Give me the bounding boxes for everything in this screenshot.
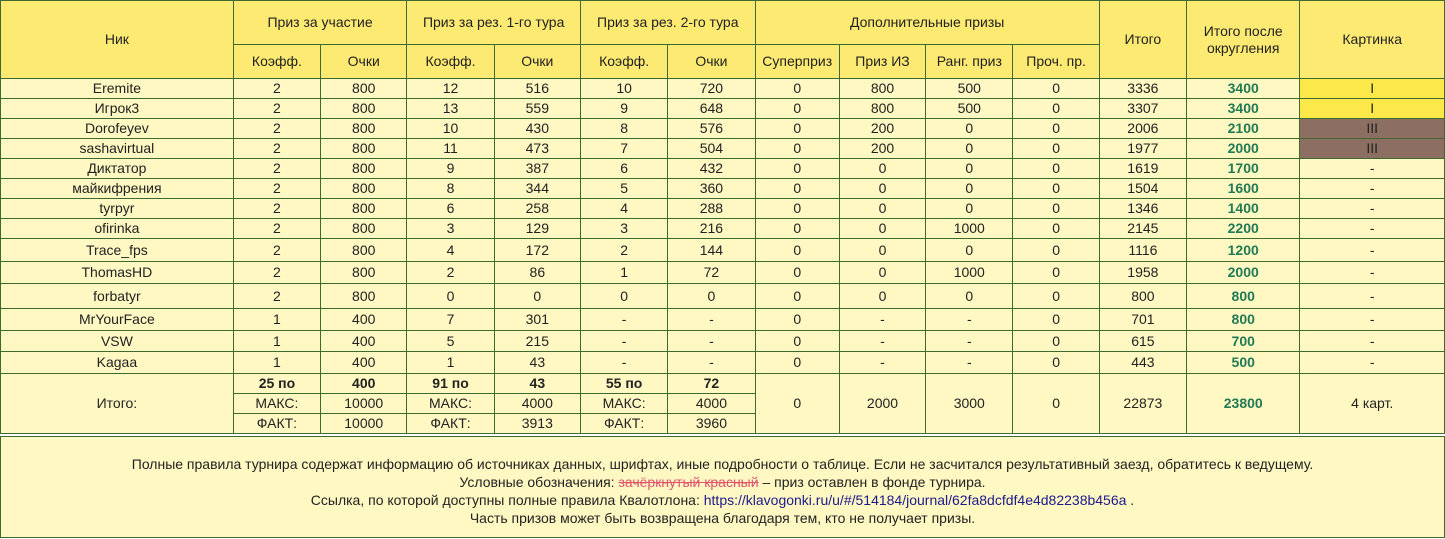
total-rounded: 700 xyxy=(1187,331,1300,352)
superprize: 0 xyxy=(755,219,839,239)
round2-coef: - xyxy=(580,331,667,352)
round1-points: 86 xyxy=(494,262,580,284)
totals-round1-max: 4000 xyxy=(494,394,580,414)
header-coef: Коэфф. xyxy=(580,45,667,79)
totals-max-label: МАКС: xyxy=(233,394,320,414)
header-picture: Картинка xyxy=(1300,1,1445,79)
round2-points: 504 xyxy=(668,139,755,159)
participation-coef: 2 xyxy=(233,284,320,309)
superprize: 0 xyxy=(755,309,839,331)
table-row xyxy=(1,239,1445,262)
prize-iz: 0 xyxy=(839,284,925,309)
participation-coef: 2 xyxy=(233,79,320,99)
other-prize: 0 xyxy=(1013,309,1099,331)
round1-points: 129 xyxy=(494,219,580,239)
totals-rank: 3000 xyxy=(926,374,1013,434)
picture: - xyxy=(1300,199,1445,219)
legend-strike-sample: зачёркнутый красный xyxy=(618,474,759,490)
totals-participation-fact: 10000 xyxy=(321,414,407,434)
total-rounded: 1700 xyxy=(1187,159,1300,179)
rank-prize: - xyxy=(926,331,1013,352)
round1-coef: 3 xyxy=(407,219,494,239)
player-nick: sashavirtual xyxy=(1,139,234,159)
header-coef: Коэфф. xyxy=(407,45,494,79)
total-rounded: 1200 xyxy=(1187,239,1300,262)
picture: III xyxy=(1300,119,1445,139)
participation-points: 800 xyxy=(321,199,407,219)
footer-link-line xyxy=(1,491,1444,509)
table-row xyxy=(1,262,1445,284)
total-rounded: 2000 xyxy=(1187,262,1300,284)
superprize: 0 xyxy=(755,139,839,159)
round1-points: 473 xyxy=(494,139,580,159)
prize-iz: 0 xyxy=(839,199,925,219)
footer-legend xyxy=(1,473,1444,491)
prize-iz: - xyxy=(839,309,925,331)
header-participation: Приз за участие xyxy=(233,1,407,45)
prize-iz: 0 xyxy=(839,159,925,179)
total-rounded: 3400 xyxy=(1187,79,1300,99)
legend-prefix: Условные обозначения: xyxy=(459,474,619,490)
superprize: 0 xyxy=(755,99,839,119)
total-rounded: 800 xyxy=(1187,284,1300,309)
participation-points: 800 xyxy=(321,284,407,309)
player-nick: VSW xyxy=(1,331,234,352)
superprize: 0 xyxy=(755,179,839,199)
picture: - xyxy=(1300,352,1445,374)
total: 615 xyxy=(1099,331,1186,352)
other-prize: 0 xyxy=(1013,179,1099,199)
participation-points: 800 xyxy=(321,99,407,119)
rank-prize: 0 xyxy=(926,284,1013,309)
picture: - xyxy=(1300,309,1445,331)
total: 1504 xyxy=(1099,179,1186,199)
totals-other: 0 xyxy=(1013,374,1099,434)
superprize: 0 xyxy=(755,159,839,179)
round1-coef: 12 xyxy=(407,79,494,99)
round2-coef: 9 xyxy=(580,99,667,119)
player-nick: forbatyr xyxy=(1,284,234,309)
total-rounded: 3400 xyxy=(1187,99,1300,119)
round2-points: 648 xyxy=(668,99,755,119)
rank-prize: - xyxy=(926,352,1013,374)
round2-coef: 8 xyxy=(580,119,667,139)
table-row xyxy=(1,219,1445,239)
participation-coef: 2 xyxy=(233,159,320,179)
total: 1958 xyxy=(1099,262,1186,284)
round1-points: 516 xyxy=(494,79,580,99)
superprize: 0 xyxy=(755,331,839,352)
superprize: 0 xyxy=(755,262,839,284)
totals-participation-max: 10000 xyxy=(321,394,407,414)
total: 1977 xyxy=(1099,139,1186,159)
round2-coef: 5 xyxy=(580,179,667,199)
round2-coef: 7 xyxy=(580,139,667,159)
participation-points: 800 xyxy=(321,159,407,179)
prize-iz: 800 xyxy=(839,99,925,119)
rank-prize: 0 xyxy=(926,119,1013,139)
totals-max-label: МАКС: xyxy=(407,394,494,414)
table-row xyxy=(1,199,1445,219)
round1-points: 559 xyxy=(494,99,580,119)
participation-points: 800 xyxy=(321,79,407,99)
round2-coef: 10 xyxy=(580,79,667,99)
superprize: 0 xyxy=(755,79,839,99)
totals-super: 0 xyxy=(755,374,839,434)
header-points: Очки xyxy=(494,45,580,79)
round2-coef: 6 xyxy=(580,159,667,179)
participation-coef: 2 xyxy=(233,262,320,284)
round1-points: 0 xyxy=(494,284,580,309)
round2-coef: 1 xyxy=(580,262,667,284)
header-round2: Приз за рез. 2-го тура xyxy=(580,1,755,45)
round2-points: 576 xyxy=(668,119,755,139)
prize-iz: - xyxy=(839,331,925,352)
total: 1619 xyxy=(1099,159,1186,179)
player-nick: Диктатор xyxy=(1,159,234,179)
round2-points: - xyxy=(668,309,755,331)
round2-coef: 2 xyxy=(580,239,667,262)
round2-coef: - xyxy=(580,309,667,331)
rank-prize: 0 xyxy=(926,239,1013,262)
table-row xyxy=(1,352,1445,374)
round1-coef: 6 xyxy=(407,199,494,219)
superprize: 0 xyxy=(755,239,839,262)
totals-round2-per-value: 72 xyxy=(668,374,755,394)
table-row xyxy=(1,179,1445,199)
total-rounded: 1400 xyxy=(1187,199,1300,219)
round2-points: - xyxy=(668,331,755,352)
totals-round1-per-value: 43 xyxy=(494,374,580,394)
table-row xyxy=(1,139,1445,159)
totals-fact-label: ФАКТ: xyxy=(407,414,494,434)
totals-block xyxy=(1,374,1445,434)
participation-coef: 1 xyxy=(233,352,320,374)
participation-points: 800 xyxy=(321,262,407,284)
totals-round2-per: 55 по xyxy=(580,374,667,394)
header-super: Суперприз xyxy=(755,45,839,79)
other-prize: 0 xyxy=(1013,159,1099,179)
participation-points: 400 xyxy=(321,309,407,331)
round1-points: 344 xyxy=(494,179,580,199)
totals-fact-label: ФАКТ: xyxy=(580,414,667,434)
prize-iz: 200 xyxy=(839,119,925,139)
totals-iz: 2000 xyxy=(839,374,925,434)
header-rank: Ранг. приз xyxy=(926,45,1013,79)
prize-iz: - xyxy=(839,352,925,374)
rank-prize: 0 xyxy=(926,159,1013,179)
table-row xyxy=(1,159,1445,179)
player-nick: Trace_fps xyxy=(1,239,234,262)
round1-points: 43 xyxy=(494,352,580,374)
round1-points: 258 xyxy=(494,199,580,219)
participation-coef: 2 xyxy=(233,99,320,119)
footer-rules-note: Полные правила турнира содержат информацию об источниках данных, шрифтах, иные подробности о таблице. Если не засчитался результативный заезд, обратитесь к ведущему. xyxy=(131,456,1314,472)
prize-iz: 0 xyxy=(839,179,925,199)
round2-points: 720 xyxy=(668,79,755,99)
player-nick: Игрок3 xyxy=(1,99,234,119)
picture: III xyxy=(1300,139,1445,159)
other-prize: 0 xyxy=(1013,239,1099,262)
participation-coef: 2 xyxy=(233,119,320,139)
legend-suffix: – приз оставлен в фонде турнира. xyxy=(758,474,986,490)
picture: - xyxy=(1300,159,1445,179)
header-round1: Приз за рез. 1-го тура xyxy=(407,1,581,45)
player-group-main xyxy=(1,79,1445,309)
other-prize: 0 xyxy=(1013,139,1099,159)
other-prize: 0 xyxy=(1013,284,1099,309)
round2-points: - xyxy=(668,352,755,374)
table-row xyxy=(1,331,1445,352)
total: 1116 xyxy=(1099,239,1186,262)
rank-prize: 1000 xyxy=(926,219,1013,239)
total: 701 xyxy=(1099,309,1186,331)
total-rounded: 800 xyxy=(1187,309,1300,331)
participation-points: 800 xyxy=(321,179,407,199)
picture: - xyxy=(1300,219,1445,239)
participation-coef: 1 xyxy=(233,309,320,331)
picture: I xyxy=(1300,99,1445,119)
link-prefix: Ссылка, по которой доступны полные правила Квалотлона: xyxy=(310,492,704,508)
round1-coef: 2 xyxy=(407,262,494,284)
round2-points: 72 xyxy=(668,262,755,284)
totals-participation-per-value: 400 xyxy=(321,374,407,394)
totals-total: 22873 xyxy=(1099,374,1186,434)
total: 1346 xyxy=(1099,199,1186,219)
total-rounded: 1600 xyxy=(1187,179,1300,199)
player-nick: Eremite xyxy=(1,79,234,99)
totals-fact-label: ФАКТ: xyxy=(233,414,320,434)
player-nick: tyrpyr xyxy=(1,199,234,219)
total-rounded: 2200 xyxy=(1187,219,1300,239)
other-prize: 0 xyxy=(1013,352,1099,374)
round1-coef: 1 xyxy=(407,352,494,374)
round1-coef: 13 xyxy=(407,99,494,119)
picture: I xyxy=(1300,79,1445,99)
round1-coef: 4 xyxy=(407,239,494,262)
rank-prize: 0 xyxy=(926,199,1013,219)
round1-coef: 11 xyxy=(407,139,494,159)
participation-points: 800 xyxy=(321,239,407,262)
rank-prize: 0 xyxy=(926,139,1013,159)
round1-points: 215 xyxy=(494,331,580,352)
total: 3307 xyxy=(1099,99,1186,119)
table-row xyxy=(1,309,1445,331)
round1-coef: 10 xyxy=(407,119,494,139)
rules-link[interactable]: https://klavogonki.ru/u/#/514184/journal/62fa8dcfdf4e4d82238b456a xyxy=(703,492,1127,508)
total-rounded: 500 xyxy=(1187,352,1300,374)
totals-round1-fact: 3913 xyxy=(494,414,580,434)
round1-points: 301 xyxy=(494,309,580,331)
round1-coef: 9 xyxy=(407,159,494,179)
total: 2145 xyxy=(1099,219,1186,239)
total: 3336 xyxy=(1099,79,1186,99)
total: 800 xyxy=(1099,284,1186,309)
prize-iz: 200 xyxy=(839,139,925,159)
player-nick: ofirinka xyxy=(1,219,234,239)
total-rounded: 2000 xyxy=(1187,139,1300,159)
totals-round2-fact: 3960 xyxy=(668,414,755,434)
totals-picture: 4 карт. xyxy=(1300,374,1445,434)
round2-coef: 4 xyxy=(580,199,667,219)
round1-points: 172 xyxy=(494,239,580,262)
footer-notes xyxy=(0,436,1445,538)
header-iz: Приз ИЗ xyxy=(839,45,925,79)
superprize: 0 xyxy=(755,352,839,374)
round2-points: 144 xyxy=(668,239,755,262)
table-row xyxy=(1,99,1445,119)
totals-label: Итого: xyxy=(1,374,234,434)
round1-coef: 8 xyxy=(407,179,494,199)
rank-prize: 500 xyxy=(926,79,1013,99)
other-prize: 0 xyxy=(1013,99,1099,119)
header-coef: Коэфф. xyxy=(233,45,320,79)
total-rounded: 2100 xyxy=(1187,119,1300,139)
header-other: Проч. пр. xyxy=(1013,45,1099,79)
rank-prize: 0 xyxy=(926,179,1013,199)
player-nick: MrYourFace xyxy=(1,309,234,331)
table-row xyxy=(1,119,1445,139)
round2-points: 216 xyxy=(668,219,755,239)
round2-coef: 3 xyxy=(580,219,667,239)
superprize: 0 xyxy=(755,119,839,139)
picture: - xyxy=(1300,262,1445,284)
header-total: Итого xyxy=(1099,1,1186,79)
link-suffix: . xyxy=(1126,492,1135,508)
header-points: Очки xyxy=(668,45,755,79)
footer-return-note: Часть призов может быть возвращена благодаря тем, кто не получает призы. xyxy=(469,510,976,526)
participation-coef: 2 xyxy=(233,219,320,239)
participation-points: 800 xyxy=(321,139,407,159)
other-prize: 0 xyxy=(1013,119,1099,139)
round2-points: 360 xyxy=(668,179,755,199)
superprize: 0 xyxy=(755,199,839,219)
participation-points: 800 xyxy=(321,219,407,239)
round2-points: 432 xyxy=(668,159,755,179)
participation-coef: 1 xyxy=(233,331,320,352)
prize-iz: 800 xyxy=(839,79,925,99)
picture: - xyxy=(1300,179,1445,199)
table-row xyxy=(1,284,1445,309)
header-total-rounded: Итого после округления xyxy=(1187,1,1300,79)
other-prize: 0 xyxy=(1013,331,1099,352)
participation-coef: 2 xyxy=(233,199,320,219)
total: 443 xyxy=(1099,352,1186,374)
totals-round2-max: 4000 xyxy=(668,394,755,414)
player-nick: майкифрения xyxy=(1,179,234,199)
prize-iz: 0 xyxy=(839,219,925,239)
participation-points: 400 xyxy=(321,352,407,374)
participation-coef: 2 xyxy=(233,139,320,159)
player-nick: Dorofeyev xyxy=(1,119,234,139)
header-nick: Ник xyxy=(1,1,234,79)
player-nick: ThomasHD xyxy=(1,262,234,284)
totals-max-label: МАКС: xyxy=(580,394,667,414)
participation-coef: 2 xyxy=(233,179,320,199)
round1-coef: 0 xyxy=(407,284,494,309)
round2-coef: 0 xyxy=(580,284,667,309)
total: 2006 xyxy=(1099,119,1186,139)
prize-iz: 0 xyxy=(839,239,925,262)
participation-coef: 2 xyxy=(233,239,320,262)
picture: - xyxy=(1300,284,1445,309)
header-points: Очки xyxy=(321,45,407,79)
other-prize: 0 xyxy=(1013,79,1099,99)
picture: - xyxy=(1300,239,1445,262)
round1-coef: 7 xyxy=(407,309,494,331)
prize-iz: 0 xyxy=(839,262,925,284)
totals-rounded: 23800 xyxy=(1187,374,1300,434)
player-group-secondary xyxy=(1,309,1445,374)
header-extra: Дополнительные призы xyxy=(755,1,1099,45)
round2-points: 288 xyxy=(668,199,755,219)
participation-points: 400 xyxy=(321,331,407,352)
round1-coef: 5 xyxy=(407,331,494,352)
table-row xyxy=(1,79,1445,99)
participation-points: 800 xyxy=(321,119,407,139)
other-prize: 0 xyxy=(1013,199,1099,219)
other-prize: 0 xyxy=(1013,262,1099,284)
totals-round1-per: 91 по xyxy=(407,374,494,394)
picture: - xyxy=(1300,331,1445,352)
round2-coef: - xyxy=(580,352,667,374)
round2-points: 0 xyxy=(668,284,755,309)
round1-points: 387 xyxy=(494,159,580,179)
superprize: 0 xyxy=(755,284,839,309)
rank-prize: 500 xyxy=(926,99,1013,119)
rank-prize: 1000 xyxy=(926,262,1013,284)
player-nick: Kagaa xyxy=(1,352,234,374)
totals-participation-per: 25 по xyxy=(233,374,320,394)
other-prize: 0 xyxy=(1013,219,1099,239)
round1-points: 430 xyxy=(494,119,580,139)
rank-prize: - xyxy=(926,309,1013,331)
